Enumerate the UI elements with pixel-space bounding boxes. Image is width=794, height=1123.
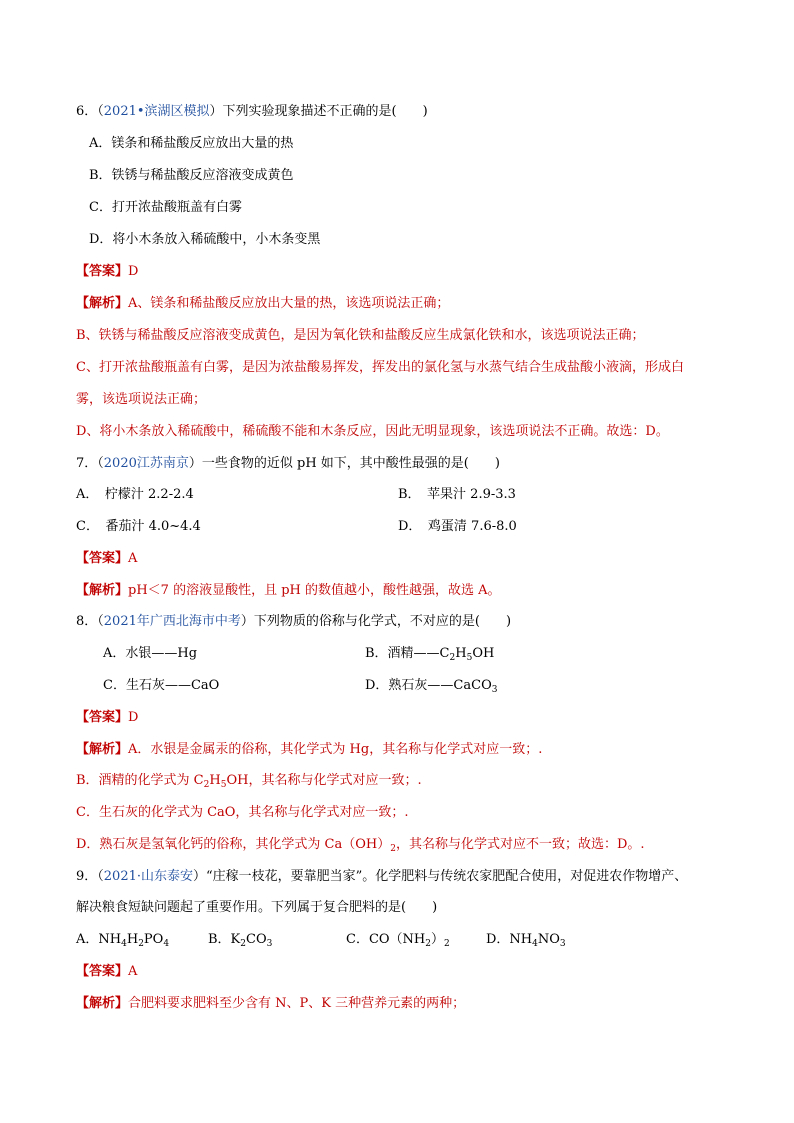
answer-line [76,963,137,981]
answer-label: 【答案】 [76,264,129,279]
answer-value: D [128,264,139,279]
question-source: 2021•滨湖区模拟 [103,104,210,119]
option-a: A．水银——Hg [103,646,198,661]
option-a: A． 柠檬汁 2.2-2.4 [76,487,194,502]
question-9-stem: 9．（2021·山东泰安）“庄稼一枝花，要靠肥当家”。化学肥料与传统农家肥配合使用，对促进农作物增产、 [76,869,688,884]
analysis-line: 【解析】A．水银是金属汞的俗称，其化学式为 Hg，其名称与化学式对应一致；. [76,742,543,757]
analysis-line: C、打开浓盐酸瓶盖有白雾，是因为浓盐酸易挥发，挥发出的氯化氢与水蒸气结合生成盐酸小液滴，形成白 [76,360,684,375]
question-9-stem-cont: 解决粮食短缺问题起了重要作用。下列属于复合肥料的是( ) [76,900,438,915]
answer-value: A [128,551,138,566]
answer-value: A [128,964,138,979]
answer-line [76,709,138,727]
option-b: B．酒精$——C_2H_5OH$ [365,646,495,663]
option-b: B．铁锈与稀盐酸反应溶液变成黄色 [89,168,294,183]
analysis-label: 【解析】 [76,996,129,1011]
option-c: C．生石灰——CaO [103,678,220,693]
question-6-stem: 6．（2021•滨湖区模拟）下列实验现象描述不正确的是( ) [76,104,428,119]
answer-line [76,263,138,281]
option-c: C．$CO(NH_2)_2$ [346,932,450,949]
question-source: 2021·山东泰安 [103,869,193,884]
option-a: A．镁条和稀盐酸反应放出大量的热 [89,136,294,151]
answer-label: 【答案】 [76,964,129,979]
option-d: D．熟石灰——CaCO$_3$ [365,678,498,695]
option-c: C．打开浓盐酸瓶盖有白雾 [89,200,242,215]
option-d: D．将小木条放入稀硫酸中，小木条变黑 [89,232,321,247]
option-a: A．$NH_4H_2PO_4$ [76,932,170,949]
answer-line [76,550,137,568]
analysis-line: 【解析】A、镁条和稀盐酸反应放出大量的热，该选项说法正确； [76,296,450,311]
analysis-line: 【解析】pH＜7 的溶液显酸性，且 pH 的数值越小，酸性越强，故选 A。 [76,583,501,598]
question-source: 2021年广西北海市中考 [103,614,241,629]
question-8-stem: 8．（2021年广西北海市中考）下列物质的俗称与化学式，不对应的是( ) [76,614,512,629]
analysis-line: B、铁锈与稀盐酸反应溶液变成黄色，是因为氧化铁和盐酸反应生成氯化铁和水，该选项说法正确； [76,328,645,343]
option-b: B．$K_2CO_3$ [208,932,273,949]
answer-label: 【答案】 [76,710,129,725]
question-source: 2020江苏南京 [103,456,189,471]
analysis-line: 雾，该选项说法正确； [76,392,207,407]
analysis-line: 【解析】合肥料要求肥料至少含有 N、P、K 三种营养元素的两种； [76,996,466,1011]
option-d: D．$NH_4NO_3$ [486,932,566,949]
analysis-line: B．酒精的化学式为 $C_2H_5OH$，其名称与化学式对应一致；. [76,773,422,790]
analysis-label: 【解析】 [76,742,129,757]
question-7-stem: 7．（2020江苏南京）一些食物的近似 pH 如下，其中酸性最强的是( ) [76,456,500,471]
option-d: D． 鸡蛋清 7.6-8.0 [398,519,517,534]
analysis-line: C．生石灰的化学式为 CaO，其名称与化学式对应一致；. [76,805,409,820]
analysis-line: D．熟石灰是氢氧化钙的俗称，其化学式为 $Ca(OH)_2$，其名称与化学式对应不一致；故选：D。. [76,837,645,854]
answer-value: D [128,710,139,725]
analysis-label: 【解析】 [76,296,129,311]
analysis-line: D、将小木条放入稀硫酸中，稀硫酸不能和木条反应，因此无明显现象，该选项说法不正确。故选：D。 [76,424,669,439]
option-b: B． 苹果汁 2.9-3.3 [398,487,516,502]
answer-label: 【答案】 [76,551,129,566]
analysis-label: 【解析】 [76,583,129,598]
option-c: C． 番茄汁 4.0~4.4 [76,519,201,534]
